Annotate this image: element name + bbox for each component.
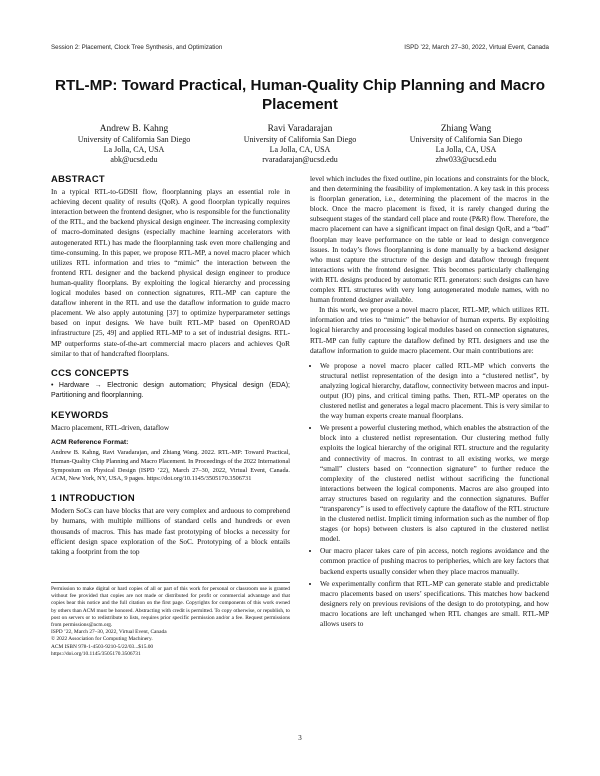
doi-link[interactable]: https://doi.org/10.1145/3505170.3506731 bbox=[51, 650, 141, 657]
paper-title: RTL-MP: Toward Practical, Human-Quality Chip Planning and Macro Placement bbox=[55, 77, 545, 113]
ccs-text: • Hardware → Electronic design automation; Physical design (EDA); Partitioning and floorplanning. bbox=[51, 381, 290, 399]
author-name: Zhiang Wang bbox=[440, 124, 492, 134]
venue-line: ISPD ’22, March 27–30, 2022, Virtual Event, Canada bbox=[51, 629, 167, 636]
keywords-heading: KEYWORDS bbox=[51, 408, 109, 420]
ccs-heading: CCS CONCEPTS bbox=[51, 366, 130, 378]
author-name: Andrew B. Kahng bbox=[99, 124, 169, 134]
right-column bbox=[310, 174, 549, 631]
author-location: La Jolla, CA, USA bbox=[269, 145, 331, 154]
abstract-heading: ABSTRACT bbox=[51, 173, 105, 184]
list-item: • We present a powerful clustering method, which enables the abstraction of the block into a clustered netlist representation. Our clustering method fully exploits the logical hierarchy of the original RTL structure and the regularity and connectivity of macros. In contrast to all existing works, we merge “small” clusters based on “connection signature” to further reduce the complexity of the clustered netlist without sacrificing the functional interactions between the logical components. Macros are also grouped into array structures based on regularity and the connection signatures. Buffer “transparency” is used to effectively capture the dataflow of the RTL structure in the clustered netlist. Implicit timing information such as the number of flop stages (or hops) between clusters is also captured in the clustered netlist model. bbox=[320, 423, 549, 544]
list-item: • We propose a novel macro placer called RTL-MP which converts the structural netlist representation of the design into a “clustered netlist”, by analyzing logical hierarchy, dataflow, connectivity between macros and input-output (IO) pins, and critical timing paths. Then, RTL-MP operates on the clustered netlist and generates a legal macro placement. This is very similar to the way human experts create manual floorplans. bbox=[320, 361, 549, 422]
isbn-line: ACM ISBN 978-1-4503-9210-5/22/03...$15.00 bbox=[51, 643, 154, 650]
author-email: rvaradarajan@ucsd.edu bbox=[262, 155, 338, 164]
copyright-line: © 2022 Association for Computing Machinery. bbox=[51, 636, 153, 643]
author-email: zhw033@ucsd.edu bbox=[435, 155, 497, 164]
author-affiliation: University of California San Diego bbox=[77, 135, 191, 144]
permission-text: Permission to make digital or hard copies of all or part of this work for personal or classroom use is granted without fee provided that copies are not made or distributed for profit or commercial advantage and that copies bear this notice and the full citation on the first page. Copyrights for components of this work owned by others than ACM must be honored. Abstracting with credit is permitted. To copy otherwise, or republish, to post on servers or to redistribute to lists, requires prior specific permission and/or a fee. Request permissions from permissions@acm.org. bbox=[51, 586, 290, 629]
introduction-text-left: Modern SoCs can have blocks that are very complex and arduous to comprehend by humans, with multiple millions of standard cells and hundreds or even thousands of macros. This has made fast prototyping of blocks a necessity for efficient design space exploration of the SoC. Prototyping of a block entails taking a footprint from the top bbox=[51, 506, 290, 556]
author-1 bbox=[54, 123, 214, 165]
author-affiliation: University of California San Diego bbox=[409, 135, 523, 144]
acm-reference-text: Andrew B. Kahng, Ravi Varadarajan, and Zhiang Wang. 2022. RTL-MP: Toward Practical, Human-Quality Chip Planning and Macro Placement. In Proceedings of the 2022 International Symposium on Physical Design (ISPD ’22), March 27–30, 2022, Virtual Event, Canada. ACM, New York, NY, USA, 9 pages. https://doi.org/10.1145/3505170.3506731 bbox=[51, 449, 290, 483]
acm-reference-heading: ACM Reference Format: bbox=[51, 438, 129, 446]
author-email: abk@ucsd.edu bbox=[110, 155, 158, 164]
author-affiliation: University of California San Diego bbox=[243, 135, 357, 144]
author-2 bbox=[220, 123, 380, 165]
permission-footnote bbox=[51, 582, 290, 658]
author-block bbox=[51, 123, 549, 165]
author-3 bbox=[386, 123, 546, 165]
running-header-left: Session 2: Placement, Clock Tree Synthesis, and Optimization bbox=[51, 44, 223, 51]
left-column bbox=[51, 174, 290, 557]
page-number: 3 bbox=[298, 734, 302, 742]
abstract-text: In a typical RTL-to-GDSII flow, floorplanning plays an essential role in achieving decent quality of results (QoR). A good floorplan typically requires interaction between the frontend designer, who is responsible for the functionality of the RTL, and the backend physical design engineer. The increasing complexity of macro-dominated designs (especially machine learning accelerators with autogenerated RTL) has made the floorplanning task even more challenging and time-consuming. In this paper, we propose RTL-MP, a novel macro placer which utilizes RTL information and tries to “mimic” the interaction between the frontend RTL designer and the backend physical design engineer to produce human-quality floorplans. By exploiting the logical hierarchy and processing logical modules based on connection signatures, RTL-MP can capture the dataflow inherent in the RTL and use the dataflow information to guide macro placement. We also apply autotuning [37] to optimize hyperparameter settings based on input designs. We have built RTL-MP based on OpenROAD infrastructure [25, 49] and applied RTL-MP to a set of industrial designs. RTL-MP outperforms state-of-the-art commercial macro placers and achieves QoR similar to that of handcrafted floorplans. bbox=[51, 187, 291, 358]
contributions-list bbox=[310, 361, 549, 629]
list-item: • Our macro placer takes care of pin access, notch regions avoidance and the common practice of pushing macros to peripheries, which are key factors that backend experts usually consider when they place macros manually. bbox=[320, 546, 549, 576]
list-item: • We experimentally confirm that RTL-MP can generate stable and predictable macro placements based on users’ specifications. This matches how backend designers rely on previous revisions of the design to do prototyping, and how macro locations are left unchanged when RTL changes are small. RTL-MP allows users to bbox=[320, 579, 549, 629]
introduction-text-right-2: In this work, we propose a novel macro placer, RTL-MP, which utilizes RTL information and tries to “mimic” the behavior of human experts. By exploiting logical hierarchy and processing logical modules based on connection signatures, RTL-MP can fully capture the dataflow defined by RTL designers and use the dataflow information to guide macro placement. Our main contributions are: bbox=[310, 305, 549, 355]
introduction-text-right: level which includes the fixed outline, pin locations and constraints for the block, and then determining the feasibility of implementation. A key task in this process is floorplan generation, i.e., determining the placement of the macros in the block. Once the macro placement is fixed, it is rarely changed during the subsequent stages of the standard cell place and route (P&R) flow. Therefore, the macro placement can have a significant impact on final design QoR, and a “bad” floorplan may leave performance on the table or lead to design convergence issues. In today’s flows floorplanning is done manually by a backend designer who must capture the structure of the design and dataflow through frequent interactions with the frontend designer. This becomes particularly challenging with RTL designs produced by automatic RTL generators: such designs can have complex RTL structures with very long autogenerated module names, with no human frontend designer available. bbox=[310, 174, 549, 305]
running-header-right: ISPD ’22, March 27–30, 2022, Virtual Event, Canada bbox=[404, 44, 549, 51]
author-name: Ravi Varadarajan bbox=[267, 124, 333, 134]
author-location: La Jolla, CA, USA bbox=[435, 145, 497, 154]
keywords-text: Macro placement, RTL-driven, dataflow bbox=[51, 422, 170, 432]
author-location: La Jolla, CA, USA bbox=[103, 145, 165, 154]
introduction-heading: 1 INTRODUCTION bbox=[51, 492, 135, 504]
